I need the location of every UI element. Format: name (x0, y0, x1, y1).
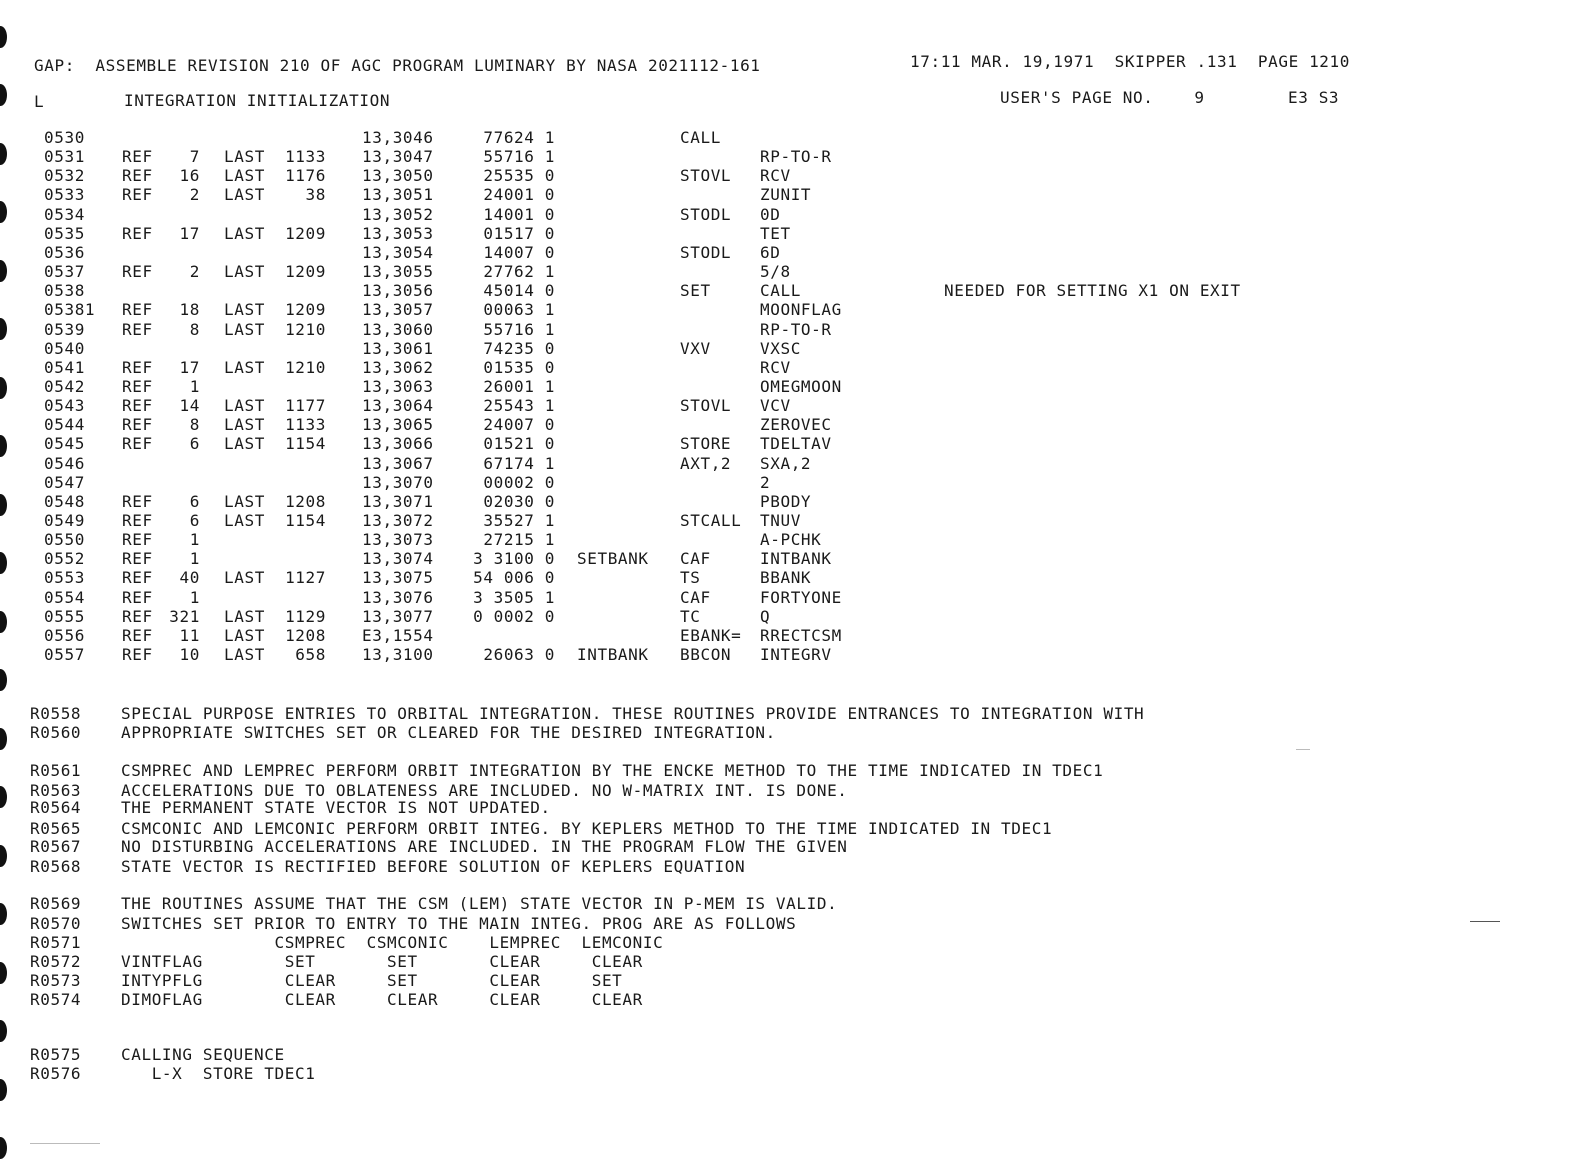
listing-op: STCALL (680, 511, 742, 530)
listing-row (0, 243, 1582, 262)
listing-word: 55716 1 (483, 319, 555, 339)
listing-line: 0530 (44, 128, 85, 147)
punch-hole (0, 26, 7, 48)
comment-line-number: R0575 (30, 1045, 82, 1064)
listing-addr: 13,3066 (362, 434, 434, 454)
listing-row (0, 147, 1582, 166)
listing-row (0, 473, 1582, 492)
listing-word: 55716 1 (483, 147, 555, 167)
listing-operand: BBANK (760, 568, 812, 588)
comment-text: CSMPREC AND LEMPREC PERFORM ORBIT INTEGRATION BY THE ENCKE METHOD TO THE TIME INDICATED IN TDEC1 (121, 761, 1104, 780)
subheader-code: L (34, 92, 45, 111)
comment-row (0, 798, 1582, 817)
listing-operand: RCV (760, 357, 791, 377)
listing-lastno: 1154 (285, 434, 326, 454)
listing-word: 02030 0 (483, 491, 555, 511)
listing-word: 24007 0 (483, 415, 555, 435)
comment-row (0, 1045, 1582, 1064)
comment-text: CSMCONIC AND LEMCONIC PERFORM ORBIT INTEG. BY KEPLERS METHOD TO THE TIME INDICATED IN TDEC1 (121, 819, 1053, 838)
listing-line: 0556 (44, 625, 85, 645)
listing-row (0, 415, 1582, 434)
listing-refno: 14 (179, 396, 200, 416)
listing-op: VXV (680, 338, 711, 358)
comment-line-number: R0572 (30, 952, 82, 971)
listing-last: LAST (224, 415, 265, 435)
listing-word: 27762 1 (483, 262, 555, 282)
listing-refno: 40 (179, 568, 200, 588)
listing-ref: REF (122, 606, 153, 626)
listing-refno: 8 (189, 415, 200, 435)
listing-line: 0537 (44, 262, 85, 282)
listing-word: 0 0002 0 (473, 606, 555, 626)
listing-row (0, 492, 1582, 511)
listing-operand: A-PCHK (760, 530, 822, 550)
listing-ref: REF (122, 511, 153, 530)
comment-line-number: R0576 (30, 1064, 82, 1083)
listing-label: SETBANK (577, 549, 649, 569)
listing-lastno: 1154 (285, 511, 326, 530)
listing-refno: 17 (179, 357, 200, 377)
listing-refno: 1 (189, 587, 200, 607)
users-page-number: USER'S PAGE NO. 9 (1000, 88, 1205, 107)
listing-operand: 5/8 (760, 262, 791, 282)
listing-op: TS (680, 568, 701, 588)
listing-label: INTBANK (577, 645, 649, 665)
listing-row (0, 358, 1582, 377)
listing-ref: REF (122, 185, 153, 205)
listing-last: LAST (224, 357, 265, 377)
listing-operand: INTEGRV (760, 645, 832, 665)
listing-addr: 13,3076 (362, 587, 434, 607)
punch-hole (0, 84, 7, 106)
listing-word: 01517 0 (483, 223, 555, 243)
listing-op: TC (680, 606, 701, 626)
listing-refno: 7 (189, 147, 200, 167)
listing-addr: 13,3054 (362, 242, 434, 262)
listing-last: LAST (224, 625, 265, 645)
comment-text: CSMPREC CSMCONIC LEMPREC LEMCONIC (121, 933, 664, 952)
listing-ref: REF (122, 166, 153, 186)
listing-row (0, 300, 1582, 319)
listing-ref: REF (122, 300, 153, 320)
comment-line-number: R0571 (30, 933, 82, 952)
listing-word: 27215 1 (483, 530, 555, 550)
listing-last: LAST (224, 147, 265, 167)
listing-word: 01535 0 (483, 357, 555, 377)
listing-line: 0548 (44, 491, 85, 511)
listing-last: LAST (224, 166, 265, 186)
bank-reference: E3 S3 (1288, 88, 1340, 107)
header-date-page: 17:11 MAR. 19,1971 SKIPPER .131 PAGE 1210 (910, 52, 1351, 71)
listing-refno: 10 (179, 645, 200, 665)
listing-row (0, 626, 1582, 645)
listing-word: 00063 1 (483, 300, 555, 320)
listing-row (0, 185, 1582, 204)
listing-last: LAST (224, 511, 265, 530)
listing-word: 74235 0 (483, 338, 555, 358)
listing-lastno: 38 (305, 185, 326, 205)
comment-row (0, 761, 1582, 780)
listing-line: 0542 (44, 376, 85, 396)
listing-row (0, 511, 1582, 530)
listing-lastno: 1208 (285, 491, 326, 511)
listing-row (0, 281, 1582, 300)
listing-row (0, 166, 1582, 185)
punch-hole (0, 1137, 7, 1159)
listing-lastno: 1208 (285, 625, 326, 645)
listing-lastno: 1177 (285, 396, 326, 416)
listing-last: LAST (224, 434, 265, 454)
listing-op: STOVL (680, 166, 732, 186)
listing-operand: CALL (760, 281, 801, 301)
listing-word: 14001 0 (483, 204, 555, 224)
listing-refno: 6 (189, 434, 200, 454)
punch-hole (0, 669, 7, 691)
listing-addr: 13,3053 (362, 223, 434, 243)
listing-line: 0534 (44, 204, 85, 224)
listing-row (0, 568, 1582, 587)
comment-text: STATE VECTOR IS RECTIFIED BEFORE SOLUTION OF KEPLERS EQUATION (121, 857, 746, 876)
listing-operand: 6D (760, 242, 781, 262)
listing-refno: 2 (189, 185, 200, 205)
listing-refno: 17 (179, 223, 200, 243)
listing-addr: 13,3100 (362, 645, 434, 665)
listing-ref: REF (122, 396, 153, 416)
listing-lastno: 1209 (285, 262, 326, 282)
listing-lastno: 1176 (285, 166, 326, 186)
comment-text: NO DISTURBING ACCELERATIONS ARE INCLUDED. IN THE PROGRAM FLOW THE GIVEN (121, 837, 848, 856)
listing-op: STODL (680, 242, 732, 262)
comment-line-number: R0569 (30, 894, 82, 913)
listing-ref: REF (122, 549, 153, 569)
listing-word: 67174 1 (483, 453, 555, 473)
punch-hole (0, 1020, 7, 1042)
comment-row (0, 704, 1582, 723)
listing-line: 0549 (44, 511, 85, 530)
listing-word: 54 006 0 (473, 568, 555, 588)
listing-word: 14007 0 (483, 242, 555, 262)
listing-last: LAST (224, 645, 265, 665)
listing-lastno: 1129 (285, 606, 326, 626)
comment-row (0, 990, 1582, 1009)
listing-operand: TNUV (760, 511, 801, 530)
listing-last: LAST (224, 223, 265, 243)
listing-row (0, 549, 1582, 568)
listing-addr: 13,3071 (362, 491, 434, 511)
listing-last: LAST (224, 319, 265, 339)
listing-lastno: 1209 (285, 223, 326, 243)
listing-ref: REF (122, 357, 153, 377)
comment-row (0, 933, 1582, 952)
comment-row (0, 723, 1582, 742)
listing-ref: REF (122, 415, 153, 435)
comment-line-number: R0561 (30, 761, 82, 780)
listing-operand: ZEROVEC (760, 415, 832, 435)
listing-last: LAST (224, 185, 265, 205)
listing-last: LAST (224, 396, 265, 416)
comment-text: INTYPFLG CLEAR SET CLEAR SET (121, 971, 623, 990)
listing-line: 0532 (44, 166, 85, 186)
listing-word: 25543 1 (483, 396, 555, 416)
listing-addr: 13,3060 (362, 319, 434, 339)
comment-line-number: R0573 (30, 971, 82, 990)
listing-operand: RP-TO-R (760, 147, 832, 167)
comment-row (0, 857, 1582, 876)
listing-addr: 13,3077 (362, 606, 434, 626)
listing-lastno: 1127 (285, 568, 326, 588)
listing-addr: 13,3056 (362, 281, 434, 301)
listing-refno: 6 (189, 491, 200, 511)
listing-op: BBCON (680, 645, 732, 665)
listing-line: 0554 (44, 587, 85, 607)
listing-row (0, 588, 1582, 607)
listing-lastno: 1210 (285, 357, 326, 377)
listing-last: LAST (224, 262, 265, 282)
scan-speck (30, 1143, 100, 1144)
listing-row (0, 128, 1582, 147)
listing-refno: 2 (189, 262, 200, 282)
listing-addr: 13,3064 (362, 396, 434, 416)
listing-refno: 8 (189, 319, 200, 339)
listing-refno: 6 (189, 511, 200, 530)
listing-operand: VCV (760, 396, 791, 416)
listing-op: STOVL (680, 396, 732, 416)
comment-row (0, 952, 1582, 971)
listing-comment: NEEDED FOR SETTING X1 ON EXIT (944, 281, 1241, 301)
listing-operand: SXA,2 (760, 453, 812, 473)
listing-row (0, 396, 1582, 415)
comment-row (0, 1064, 1582, 1083)
listing-ref: REF (122, 491, 153, 511)
comment-row (0, 894, 1582, 913)
listing-ref: REF (122, 434, 153, 454)
comment-text: L-X STORE TDEC1 (121, 1064, 316, 1083)
listing-ref: REF (122, 645, 153, 665)
listing-word: 45014 0 (483, 281, 555, 301)
comment-line-number: R0565 (30, 819, 82, 838)
listing-word: 77624 1 (483, 128, 555, 147)
listing-operand: FORTYONE (760, 587, 842, 607)
listing-op: STORE (680, 434, 732, 454)
comment-row (0, 971, 1582, 990)
listing-line: 0547 (44, 472, 85, 492)
comment-text: THE PERMANENT STATE VECTOR IS NOT UPDATED. (121, 798, 551, 817)
listing-refno: 1 (189, 549, 200, 569)
comment-row (0, 819, 1582, 838)
comment-line-number: R0574 (30, 990, 82, 1009)
listing-operand: TET (760, 223, 791, 243)
listing-refno: 1 (189, 530, 200, 550)
listing-word: 01521 0 (483, 434, 555, 454)
comment-text: VINTFLAG SET SET CLEAR CLEAR (121, 952, 643, 971)
listing-row (0, 205, 1582, 224)
listing-line: 0539 (44, 319, 85, 339)
listing-line: 0536 (44, 242, 85, 262)
listing-lastno: 1133 (285, 415, 326, 435)
listing-ref: REF (122, 568, 153, 588)
section-title: INTEGRATION INITIALIZATION (124, 91, 391, 110)
comment-line-number: R0558 (30, 704, 82, 723)
listing-operand: ZUNIT (760, 185, 812, 205)
listing-refno: 321 (169, 606, 200, 626)
listing-operand: RRECTCSM (760, 625, 842, 645)
listing-ref: REF (122, 262, 153, 282)
listing-word: 26063 0 (483, 645, 555, 665)
listing-addr: 13,3073 (362, 530, 434, 550)
listing-word: 3 3100 0 (473, 549, 555, 569)
listing-addr: 13,3074 (362, 549, 434, 569)
listing-ref: REF (122, 625, 153, 645)
listing-refno: 16 (179, 166, 200, 186)
listing-addr: 13,3057 (362, 300, 434, 320)
listing-addr: 13,3046 (362, 128, 434, 147)
listing-op: EBANK= (680, 625, 742, 645)
listing-ref: REF (122, 147, 153, 167)
listing-operand: RP-TO-R (760, 319, 832, 339)
listing-line: 0541 (44, 357, 85, 377)
comment-line-number: R0568 (30, 857, 82, 876)
listing-line: 0535 (44, 223, 85, 243)
listing-row (0, 224, 1582, 243)
listing-line: 0553 (44, 568, 85, 588)
listing-line: 0555 (44, 606, 85, 626)
listing-row (0, 645, 1582, 664)
listing-word: 24001 0 (483, 185, 555, 205)
listing-word: 3 3505 1 (473, 587, 555, 607)
listing-word: 26001 1 (483, 376, 555, 396)
listing-row (0, 339, 1582, 358)
listing-row (0, 454, 1582, 473)
listing-addr: 13,3061 (362, 338, 434, 358)
listing-addr: 13,3075 (362, 568, 434, 588)
listing-op: CALL (680, 128, 721, 147)
listing-lastno: 1209 (285, 300, 326, 320)
listing-operand: TDELTAV (760, 434, 832, 454)
listing-last: LAST (224, 300, 265, 320)
listing-row (0, 530, 1582, 549)
comment-text: THE ROUTINES ASSUME THAT THE CSM (LEM) STATE VECTOR IN P-MEM IS VALID. (121, 894, 838, 913)
listing-addr: 13,3070 (362, 472, 434, 492)
listing-refno: 1 (189, 376, 200, 396)
listing-addr: 13,3063 (362, 376, 434, 396)
comment-line-number: R0564 (30, 798, 82, 817)
listing-row (0, 607, 1582, 626)
listing-last: LAST (224, 568, 265, 588)
comment-line-number: R0563 (30, 781, 82, 800)
listing-line: 0557 (44, 645, 85, 665)
listing-row (0, 320, 1582, 339)
listing-line: 0545 (44, 434, 85, 454)
listing-ref: REF (122, 530, 153, 550)
comment-text: CALLING SEQUENCE (121, 1045, 285, 1064)
listing-op: STODL (680, 204, 732, 224)
listing-op: CAF (680, 587, 711, 607)
listing-lastno: 658 (295, 645, 326, 665)
listing-line: 0531 (44, 147, 85, 167)
listing-line: 0540 (44, 338, 85, 358)
listing-operand: VXSC (760, 338, 801, 358)
listing-line: 0533 (44, 185, 85, 205)
listing-last: LAST (224, 491, 265, 511)
listing-operand: RCV (760, 166, 791, 186)
listing-row (0, 377, 1582, 396)
listing-word: 35527 1 (483, 511, 555, 530)
listing-addr: E3,1554 (362, 625, 434, 645)
scan-speck (1296, 749, 1310, 750)
listing-addr: 13,3067 (362, 453, 434, 473)
listing-line: 0544 (44, 415, 85, 435)
listing-line: 0543 (44, 396, 85, 416)
comment-text: DIMOFLAG CLEAR CLEAR CLEAR CLEAR (121, 990, 643, 1009)
listing-line: 0546 (44, 453, 85, 473)
listing-line: 0538 (44, 281, 85, 301)
listing-operand: PBODY (760, 491, 812, 511)
comment-row (0, 914, 1582, 933)
listing-refno: 11 (179, 625, 200, 645)
listing-ref: REF (122, 319, 153, 339)
header-title: GAP: ASSEMBLE REVISION 210 OF AGC PROGRAM LUMINARY BY NASA 2021112-161 (34, 56, 761, 75)
listing-refno: 18 (179, 300, 200, 320)
listing-operand: 2 (760, 472, 771, 492)
comment-text: ACCELERATIONS DUE TO OBLATENESS ARE INCLUDED. NO W-MATRIX INT. IS DONE. (121, 781, 848, 800)
listing-addr: 13,3047 (362, 147, 434, 167)
listing-operand: 0D (760, 204, 781, 224)
listing-op: CAF (680, 549, 711, 569)
listing-lastno: 1133 (285, 147, 326, 167)
listing-operand: Q (760, 606, 771, 626)
listing-op: SET (680, 281, 711, 301)
listing-line: 05381 (44, 300, 96, 320)
comment-line-number: R0560 (30, 723, 82, 742)
listing-addr: 13,3072 (362, 511, 434, 530)
listing-word: 00002 0 (483, 472, 555, 492)
listing-addr: 13,3055 (362, 262, 434, 282)
listing-row (0, 434, 1582, 453)
listing-line: 0552 (44, 549, 85, 569)
listing-ref: REF (122, 587, 153, 607)
comment-text: APPROPRIATE SWITCHES SET OR CLEARED FOR THE DESIRED INTEGRATION. (121, 723, 776, 742)
listing-addr: 13,3051 (362, 185, 434, 205)
comment-line-number: R0570 (30, 914, 82, 933)
listing-operand: OMEGMOON (760, 376, 842, 396)
listing-operand: MOONFLAG (760, 300, 842, 320)
comment-line-number: R0567 (30, 837, 82, 856)
listing-row (0, 262, 1582, 281)
comment-row (0, 837, 1582, 856)
listing-addr: 13,3062 (362, 357, 434, 377)
listing-ref: REF (122, 223, 153, 243)
comment-text: SWITCHES SET PRIOR TO ENTRY TO THE MAIN INTEG. PROG ARE AS FOLLOWS (121, 914, 797, 933)
comment-text: SPECIAL PURPOSE ENTRIES TO ORBITAL INTEGRATION. THESE ROUTINES PROVIDE ENTRANCES TO INTEGRATION WITH (121, 704, 1145, 723)
listing-addr: 13,3065 (362, 415, 434, 435)
listing-lastno: 1210 (285, 319, 326, 339)
listing-addr: 13,3052 (362, 204, 434, 224)
listing-op: AXT,2 (680, 453, 732, 473)
listing-operand: INTBANK (760, 549, 832, 569)
listing-ref: REF (122, 376, 153, 396)
listing-word: 25535 0 (483, 166, 555, 186)
listing-line: 0550 (44, 530, 85, 550)
listing-addr: 13,3050 (362, 166, 434, 186)
listing-last: LAST (224, 606, 265, 626)
